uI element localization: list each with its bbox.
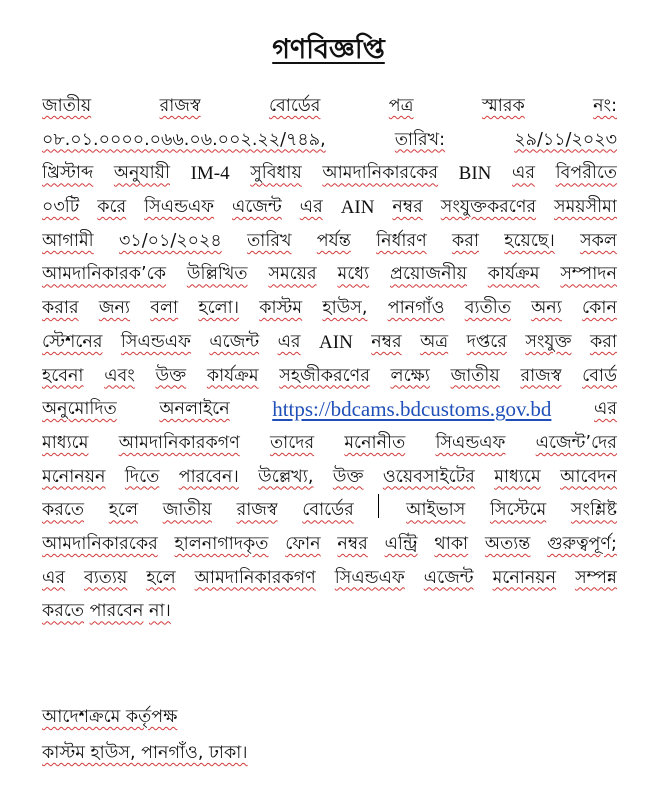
body-word: ব্যতীত bbox=[464, 298, 511, 319]
body-word: এর bbox=[594, 399, 617, 420]
body-word: সহজীকরণের bbox=[279, 365, 370, 386]
body-word: বলা bbox=[150, 298, 179, 319]
body-word: পত্র bbox=[388, 96, 414, 116]
body-line bbox=[42, 225, 617, 259]
body-word: মাধ্যমে bbox=[42, 432, 89, 453]
body-word: সকল bbox=[580, 230, 617, 251]
body-word: ওয়েবসাইটের bbox=[382, 466, 475, 487]
body-line bbox=[42, 494, 617, 528]
body-word: লক্ষ্যে bbox=[390, 365, 430, 386]
signature-authority-text: আদেশক্রমে কর্তৃপক্ষ bbox=[42, 707, 178, 727]
body-word: কার্যক্রম bbox=[487, 264, 540, 285]
body-word: এর bbox=[512, 163, 535, 184]
body-word: স্টেশনের bbox=[42, 331, 103, 352]
body-word: হলে bbox=[108, 500, 138, 521]
body-word: কাস্টম bbox=[259, 298, 303, 319]
body-word: সুবিধায় bbox=[250, 163, 302, 184]
body-word: সিস্টেমে bbox=[490, 500, 547, 521]
body-word: আমদানিকারকগণ bbox=[118, 432, 240, 453]
body-line bbox=[42, 90, 617, 124]
body-line bbox=[42, 461, 617, 495]
body-word: মনোনীত bbox=[344, 432, 406, 453]
body-word: এন্ট্রি bbox=[384, 533, 418, 554]
body-word: রাজস্ব bbox=[236, 500, 278, 521]
body-word: নম্বর bbox=[392, 197, 423, 218]
body-word: করা bbox=[589, 331, 617, 352]
body-word: এজেন্ট bbox=[423, 567, 474, 588]
body-word: সিএন্ডএফ bbox=[120, 331, 191, 352]
body-word: আমদানিকারকের bbox=[322, 163, 439, 184]
body-word: করার bbox=[42, 298, 79, 319]
body-word: হলো। bbox=[198, 298, 239, 319]
body-word: অত্র bbox=[420, 331, 449, 352]
body-word: তারিখ: bbox=[394, 129, 446, 150]
body-word: আগামী bbox=[42, 230, 94, 251]
body-word: এজেন্ট bbox=[209, 331, 260, 352]
body-word: পারবেন। bbox=[178, 466, 239, 487]
website-link[interactable]: https://bdcams.bdcustoms.gov.bd bbox=[272, 397, 552, 422]
body-word: মনোনয়ন bbox=[42, 466, 106, 487]
body-word: জাতীয় bbox=[450, 365, 500, 386]
notice-title bbox=[0, 30, 657, 70]
body-word: সম্পাদন bbox=[560, 264, 617, 285]
body-line bbox=[42, 326, 617, 360]
body-word: খ্রিস্টাব্দ bbox=[42, 163, 94, 184]
body-word: এজেন্ট bbox=[232, 197, 282, 218]
body-word: উল্লেখ্য, bbox=[258, 466, 314, 487]
body-word: অত্যন্ত bbox=[484, 533, 531, 554]
body-word: হলে bbox=[146, 567, 176, 588]
body-line bbox=[42, 360, 617, 394]
body-word: রাজস্ব bbox=[520, 365, 562, 386]
body-word: কার্যক্রম bbox=[206, 365, 259, 386]
body-word: মনোনয়ন bbox=[492, 567, 557, 588]
body-word: সংশ্লিষ্ট bbox=[570, 500, 617, 521]
body-word: BIN bbox=[458, 163, 492, 185]
body-word: বিপরীতে bbox=[555, 163, 617, 184]
body-word: সময়ের bbox=[268, 264, 317, 285]
body-line bbox=[42, 393, 617, 427]
body-word: ব্যত্যয় bbox=[83, 567, 128, 588]
body-word: ০৩টি bbox=[42, 197, 80, 218]
body-word: AIN bbox=[319, 331, 353, 353]
body-line bbox=[42, 595, 617, 629]
body-word: প্রয়োজনীয় bbox=[390, 264, 467, 285]
body-line bbox=[42, 124, 617, 158]
body-line bbox=[42, 528, 617, 562]
body-word: ৩১/০১/২০২৪ bbox=[119, 230, 222, 251]
body-word: সংযুক্তকরণের bbox=[440, 197, 537, 218]
signature-office bbox=[42, 738, 248, 768]
body-word: করা bbox=[452, 230, 479, 251]
body-word: উল্লিখিত bbox=[186, 264, 248, 285]
body-word: ২৯/১১/২০২৩ bbox=[514, 129, 617, 150]
body-word: সম্পন্ন bbox=[575, 567, 617, 588]
signature-authority bbox=[42, 702, 177, 732]
body-word: হাউস, bbox=[322, 298, 368, 319]
body-word: করতে bbox=[42, 601, 85, 622]
body-word: ফোন bbox=[285, 533, 321, 554]
body-word: জাতীয় bbox=[162, 500, 212, 521]
notice-body bbox=[42, 90, 617, 629]
body-word: হবেনা bbox=[42, 365, 84, 386]
text-cursor bbox=[378, 494, 379, 518]
body-word: জাতীয় bbox=[42, 96, 92, 116]
body-word: মাধ্যমে bbox=[494, 466, 541, 487]
body-word: নম্বর bbox=[337, 533, 368, 554]
body-word: সংযুক্ত bbox=[525, 331, 572, 352]
body-word: AIN bbox=[340, 197, 375, 219]
body-word: পর্যন্ত bbox=[316, 230, 351, 251]
body-word: এজেন্ট’দের bbox=[535, 432, 617, 453]
body-word: এবং bbox=[104, 365, 135, 386]
body-word: না। bbox=[149, 601, 171, 622]
body-word: আমদানিকারক’কে bbox=[42, 264, 166, 285]
body-word: তারিখ bbox=[247, 230, 292, 251]
body-word: সিএন্ডএফ bbox=[334, 567, 405, 588]
notice-title-text: গণবিজ্ঞপ্তি bbox=[272, 34, 385, 65]
body-word: স্মারক bbox=[481, 96, 525, 116]
body-word: নির্ধারণ bbox=[376, 230, 427, 251]
body-word: উক্ত bbox=[332, 466, 364, 487]
body-word: থাকা bbox=[434, 533, 469, 554]
body-word: IM-4 bbox=[190, 163, 230, 185]
body-word: বোর্ড bbox=[582, 365, 617, 386]
body-word: দপ্তরে bbox=[466, 331, 507, 352]
body-word: সিএন্ডএফ bbox=[144, 197, 215, 218]
signature-office-text: কাস্টম হাউস, পানগাঁও, ঢাকা। bbox=[42, 743, 248, 763]
body-word: পারবেন bbox=[89, 601, 144, 622]
body-word: এর bbox=[299, 197, 323, 218]
body-word: করতে bbox=[42, 500, 85, 521]
body-line bbox=[42, 427, 617, 461]
body-word: করে bbox=[97, 197, 127, 218]
body-word: এর bbox=[277, 331, 301, 352]
body-line bbox=[42, 258, 617, 292]
body-word: কোন bbox=[582, 298, 617, 319]
body-word: দিতে bbox=[124, 466, 160, 487]
body-word: পানগাঁও bbox=[387, 298, 445, 319]
body-word: ০৮.০১.০০০০.০৬৬.০৬.০০২.২২/৭৪৯, bbox=[42, 129, 326, 150]
body-line bbox=[42, 292, 617, 326]
body-word: আইভাস bbox=[406, 500, 466, 521]
body-word: নং: bbox=[593, 96, 617, 116]
body-word: তাদের bbox=[270, 432, 315, 453]
body-word: আমদানিকারকগণ bbox=[194, 567, 316, 588]
body-word: সিএন্ডএফ bbox=[435, 432, 506, 453]
body-word: জন্য bbox=[98, 298, 131, 319]
body-word: অনলাইনে bbox=[159, 399, 230, 420]
body-word: আমদানিকারকের bbox=[42, 533, 158, 554]
body-word: বোর্ডের bbox=[302, 500, 354, 521]
body-word: রাজস্ব bbox=[159, 96, 201, 116]
body-word: অনুমোদিত bbox=[42, 399, 117, 420]
body-word: অন্য bbox=[531, 298, 562, 319]
body-line bbox=[42, 562, 617, 596]
body-word: নম্বর bbox=[371, 331, 402, 352]
body-word: এর bbox=[42, 567, 65, 588]
body-word: গুরুত্বপূর্ণ; bbox=[547, 533, 617, 554]
body-word: হালনাগাদকৃত bbox=[174, 533, 269, 554]
body-word: হয়েছে। bbox=[504, 230, 555, 251]
body-line bbox=[42, 157, 617, 191]
body-word: আবেদন bbox=[560, 466, 617, 487]
body-line bbox=[42, 191, 617, 225]
body-word: বোর্ডের bbox=[268, 96, 321, 116]
body-word: উক্ত bbox=[155, 365, 187, 386]
body-word: মধ্যে bbox=[337, 264, 370, 285]
body-word: অনুযায়ী bbox=[113, 163, 170, 184]
body-word: সময়সীমা bbox=[554, 197, 617, 218]
